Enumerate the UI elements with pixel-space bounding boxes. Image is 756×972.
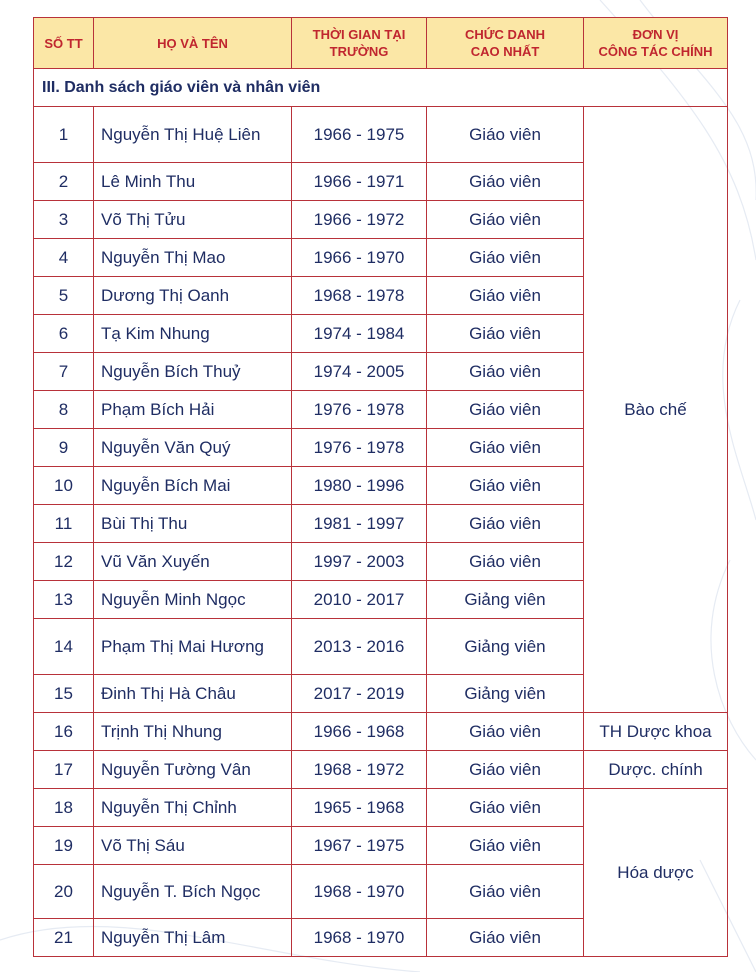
row-title: Giảng viên	[427, 675, 584, 713]
row-number: 15	[34, 675, 94, 713]
row-name: Nguyễn Văn Quý	[94, 429, 292, 467]
row-title: Giáo viên	[427, 827, 584, 865]
row-number: 4	[34, 239, 94, 277]
row-number: 2	[34, 163, 94, 201]
row-number: 17	[34, 751, 94, 789]
row-name: Nguyễn Bích Mai	[94, 467, 292, 505]
row-title: Giảng viên	[427, 581, 584, 619]
row-title: Giáo viên	[427, 163, 584, 201]
row-title: Giáo viên	[427, 865, 584, 919]
row-name: Phạm Bích Hải	[94, 391, 292, 429]
row-time: 1968 - 1970	[292, 865, 427, 919]
row-time: 1966 - 1971	[292, 163, 427, 201]
row-unit: Hóa dược	[584, 789, 728, 957]
row-title: Giáo viên	[427, 277, 584, 315]
row-number: 3	[34, 201, 94, 239]
row-time: 1966 - 1968	[292, 713, 427, 751]
row-unit: TH Dược khoa	[584, 713, 728, 751]
row-time: 2013 - 2016	[292, 619, 427, 675]
row-title: Giáo viên	[427, 391, 584, 429]
header-name: HỌ VÀ TÊN	[94, 18, 292, 69]
header-stt: SỐ TT	[34, 18, 94, 69]
staff-table	[33, 17, 728, 957]
row-number: 18	[34, 789, 94, 827]
row-title: Giáo viên	[427, 543, 584, 581]
row-time: 1997 - 2003	[292, 543, 427, 581]
row-number: 1	[34, 107, 94, 163]
row-title: Giáo viên	[427, 315, 584, 353]
row-title: Giáo viên	[427, 353, 584, 391]
row-name: Lê Minh Thu	[94, 163, 292, 201]
row-time: 2017 - 2019	[292, 675, 427, 713]
table-header-row	[34, 18, 728, 69]
row-time: 1981 - 1997	[292, 505, 427, 543]
row-title: Giáo viên	[427, 467, 584, 505]
row-time: 1967 - 1975	[292, 827, 427, 865]
row-name: Bùi Thị Thu	[94, 505, 292, 543]
row-title: Giáo viên	[427, 751, 584, 789]
row-number: 6	[34, 315, 94, 353]
row-number: 9	[34, 429, 94, 467]
row-time: 1968 - 1970	[292, 919, 427, 957]
row-number: 21	[34, 919, 94, 957]
row-number: 11	[34, 505, 94, 543]
row-number: 13	[34, 581, 94, 619]
row-time: 1966 - 1972	[292, 201, 427, 239]
row-number: 14	[34, 619, 94, 675]
row-number: 12	[34, 543, 94, 581]
header-time: THỜI GIAN TẠI TRƯỜNG	[292, 18, 427, 69]
row-unit: Dược. chính	[584, 751, 728, 789]
row-name: Võ Thị Sáu	[94, 827, 292, 865]
row-name: Nguyễn Thị Lâm	[94, 919, 292, 957]
row-title: Giảng viên	[427, 619, 584, 675]
table-row	[34, 751, 728, 789]
row-title: Giáo viên	[427, 505, 584, 543]
row-name: Nguyễn Thị Huệ Liên	[94, 107, 292, 163]
row-title: Giáo viên	[427, 429, 584, 467]
row-time: 1966 - 1975	[292, 107, 427, 163]
row-name: Nguyễn Thị Mao	[94, 239, 292, 277]
row-number: 19	[34, 827, 94, 865]
row-number: 5	[34, 277, 94, 315]
section-row	[34, 69, 728, 107]
row-title: Giáo viên	[427, 919, 584, 957]
row-title: Giáo viên	[427, 107, 584, 163]
row-time: 1965 - 1968	[292, 789, 427, 827]
row-unit: Bào chế	[584, 107, 728, 713]
row-time: 1974 - 2005	[292, 353, 427, 391]
row-time: 1974 - 1984	[292, 315, 427, 353]
row-title: Giáo viên	[427, 789, 584, 827]
row-time: 1968 - 1972	[292, 751, 427, 789]
row-time: 1976 - 1978	[292, 391, 427, 429]
row-number: 16	[34, 713, 94, 751]
row-number: 7	[34, 353, 94, 391]
row-name: Tạ Kim Nhung	[94, 315, 292, 353]
row-name: Phạm Thị Mai Hương	[94, 619, 292, 675]
row-title: Giáo viên	[427, 239, 584, 277]
row-name: Nguyễn T. Bích Ngọc	[94, 865, 292, 919]
row-name: Nguyễn Bích Thuỷ	[94, 353, 292, 391]
row-name: Võ Thị Tửu	[94, 201, 292, 239]
row-name: Nguyễn Thị Chỉnh	[94, 789, 292, 827]
table-row	[34, 107, 728, 163]
row-number: 8	[34, 391, 94, 429]
section-title: III. Danh sách giáo viên và nhân viên	[34, 69, 728, 107]
row-time: 1966 - 1970	[292, 239, 427, 277]
row-number: 20	[34, 865, 94, 919]
header-unit: ĐƠN VỊ CÔNG TÁC CHÍNH	[584, 18, 728, 69]
table-row	[34, 713, 728, 751]
row-name: Vũ Văn Xuyến	[94, 543, 292, 581]
row-time: 2010 - 2017	[292, 581, 427, 619]
header-title: CHỨC DANH CAO NHẤT	[427, 18, 584, 69]
row-time: 1976 - 1978	[292, 429, 427, 467]
row-time: 1980 - 1996	[292, 467, 427, 505]
row-time: 1968 - 1978	[292, 277, 427, 315]
row-name: Trịnh Thị Nhung	[94, 713, 292, 751]
table-row	[34, 789, 728, 827]
row-number: 10	[34, 467, 94, 505]
row-name: Nguyễn Minh Ngọc	[94, 581, 292, 619]
row-title: Giáo viên	[427, 201, 584, 239]
row-name: Dương Thị Oanh	[94, 277, 292, 315]
row-name: Đinh Thị Hà Châu	[94, 675, 292, 713]
row-title: Giáo viên	[427, 713, 584, 751]
row-name: Nguyễn Tường Vân	[94, 751, 292, 789]
